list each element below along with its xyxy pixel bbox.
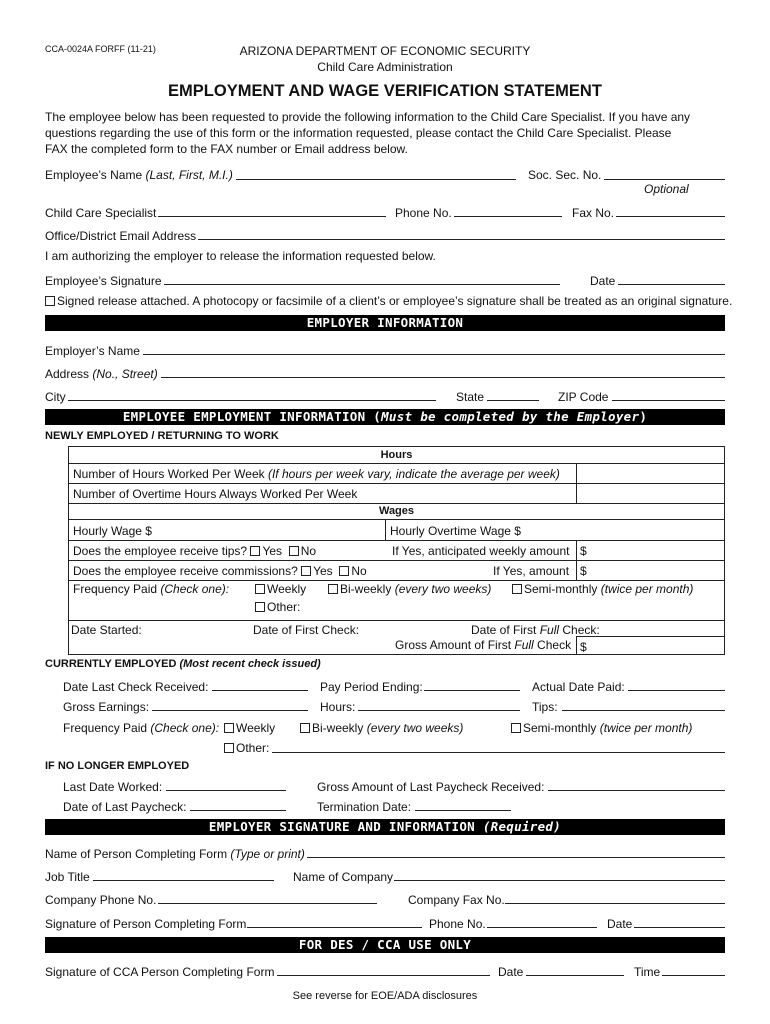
current-other-option: Other:	[224, 741, 269, 755]
page-title: EMPLOYMENT AND WAGE VERIFICATION STATEMENT	[168, 82, 602, 100]
employee-signature-label: Employee’s Signature	[45, 274, 162, 288]
company-name-label: Name of Company	[293, 870, 394, 884]
intro-line-3: FAX the completed form to the FAX number or Email address below.	[45, 142, 408, 156]
cca-time-label: Time	[634, 965, 661, 979]
wages-header: Wages	[378, 505, 415, 517]
specialist-fax-label: Fax No.	[572, 206, 615, 220]
employer-date-field[interactable]	[634, 927, 725, 928]
hours-field[interactable]	[358, 710, 520, 711]
commissions-no-checkbox[interactable]	[339, 566, 349, 576]
freq-weekly-option: Weekly	[255, 582, 306, 596]
date-started-label: Date Started:	[71, 623, 142, 637]
employee-date-field[interactable]	[618, 284, 725, 285]
employer-zip-label: ZIP Code	[558, 390, 609, 404]
specialist-fax-field[interactable]	[616, 216, 725, 217]
currently-employed-label: CURRENTLY EMPLOYED (Most recent check issued)	[45, 658, 321, 670]
frequency-paid-label: Frequency Paid (Check one):	[73, 582, 230, 596]
freq-semimonthly-checkbox[interactable]	[512, 584, 522, 594]
release-attached-row: Signed release attached. A photocopy or facsimile of a client’s or employee’s signature shall be treated as an original signature.	[45, 294, 732, 308]
current-semimonthly-option: Semi-monthly (twice per month)	[511, 721, 692, 735]
last-worked-label: Last Date Worked:	[63, 780, 163, 794]
specialist-phone-field[interactable]	[454, 216, 562, 217]
last-check-field[interactable]	[212, 690, 308, 691]
ssn-label: Soc. Sec. No.	[528, 168, 602, 182]
form-code: CCA-0024A FORFF (11-21)	[45, 44, 156, 54]
termination-date-label: Termination Date:	[317, 800, 412, 814]
current-biweekly-checkbox[interactable]	[300, 723, 310, 733]
cca-date-label: Date	[498, 965, 524, 979]
last-paycheck-date-field[interactable]	[190, 810, 286, 811]
gross-first-full-dollar: $	[580, 640, 587, 654]
employer-city-label: City	[45, 390, 66, 404]
last-check-label: Date Last Check Received:	[63, 680, 209, 694]
ssn-field[interactable]	[604, 179, 725, 180]
employer-phone-field[interactable]	[487, 927, 597, 928]
current-weekly-option: Weekly	[224, 721, 275, 735]
specialist-phone-label: Phone No.	[395, 206, 452, 220]
hourly-wage-label: Hourly Wage $	[73, 524, 152, 538]
employer-name-field[interactable]	[143, 354, 725, 355]
employer-city-field[interactable]	[68, 400, 436, 401]
cca-date-field[interactable]	[526, 975, 624, 976]
employee-date-label: Date	[590, 274, 616, 288]
employee-signature-field[interactable]	[164, 284, 560, 285]
completing-name-field[interactable]	[307, 857, 725, 858]
newly-employed-table	[68, 446, 725, 655]
hourly-overtime-label: Hourly Overtime Wage $	[390, 524, 521, 538]
company-fax-field[interactable]	[505, 903, 725, 904]
freq-other-checkbox[interactable]	[255, 602, 265, 612]
commissions-yes-checkbox[interactable]	[301, 566, 311, 576]
footer-note: See reverse for EOE/ADA disclosures	[292, 990, 478, 1002]
employer-state-label: State	[456, 390, 485, 404]
completing-name-label: Name of Person Completing Form (Type or print)	[45, 847, 305, 861]
specialist-field[interactable]	[158, 216, 386, 217]
gross-earnings-field[interactable]	[152, 710, 308, 711]
commissions-dollar: $	[580, 564, 587, 578]
last-worked-field[interactable]	[166, 790, 286, 791]
current-other-checkbox[interactable]	[224, 743, 234, 753]
freq-weekly-checkbox[interactable]	[255, 584, 265, 594]
actual-date-field[interactable]	[628, 690, 725, 691]
company-name-field[interactable]	[394, 880, 725, 881]
commissions-question-row: Does the employee receive commissions? Yes No	[73, 564, 367, 578]
employer-signature-label: Signature of Person Completing Form	[45, 917, 247, 931]
job-title-field[interactable]	[93, 880, 274, 881]
freq-semimonthly-option: Semi-monthly (twice per month)	[512, 582, 693, 596]
date-first-check-label: Date of First Check:	[253, 623, 360, 637]
last-paycheck-date-label: Date of Last Paycheck:	[63, 800, 187, 814]
division-name: Child Care Administration	[317, 60, 453, 74]
current-frequency-label: Frequency Paid (Check one):	[63, 721, 220, 735]
current-weekly-checkbox[interactable]	[224, 723, 234, 733]
email-field[interactable]	[198, 239, 725, 240]
employer-address-field[interactable]	[161, 377, 725, 378]
company-phone-field[interactable]	[158, 903, 377, 904]
cca-signature-label: Signature of CCA Person Completing Form	[45, 965, 275, 979]
employer-address-label: Address (No., Street)	[45, 367, 158, 381]
email-label: Office/District Email Address	[45, 229, 197, 243]
tips-label: Tips:	[532, 700, 558, 714]
employer-phone-label: Phone No.	[429, 917, 486, 931]
gross-last-paycheck-label: Gross Amount of Last Paycheck Received:	[317, 780, 545, 794]
no-longer-employed-label: IF NO LONGER EMPLOYED	[45, 760, 190, 772]
employee-name-field[interactable]	[236, 179, 516, 180]
cca-signature-field[interactable]	[277, 975, 490, 976]
current-semimonthly-checkbox[interactable]	[511, 723, 521, 733]
current-other-field[interactable]	[272, 752, 725, 753]
date-first-full-check-label: Date of First Full Check:	[471, 623, 600, 637]
authorize-text: I am authorizing the employer to release the information requested below.	[45, 249, 436, 263]
cca-time-field[interactable]	[662, 975, 725, 976]
release-checkbox[interactable]	[45, 296, 55, 306]
intro-line-1: The employee below has been requested to provide the following information to the Child Care Specialist. If you have any	[45, 110, 691, 124]
gross-earnings-label: Gross Earnings:	[63, 700, 150, 714]
actual-date-label: Actual Date Paid:	[532, 680, 625, 694]
tips-amount-label: If Yes, anticipated weekly amount	[392, 544, 570, 558]
freq-biweekly-checkbox[interactable]	[328, 584, 338, 594]
company-phone-label: Company Phone No.	[45, 893, 157, 907]
overtime-hours-label: Number of Overtime Hours Always Worked Per Week	[73, 487, 358, 501]
pay-period-label: Pay Period Ending:	[320, 680, 423, 694]
newly-employed-label: NEWLY EMPLOYED / RETURNING TO WORK	[45, 430, 279, 442]
tips-no-checkbox[interactable]	[289, 546, 299, 556]
agency-name: ARIZONA DEPARTMENT OF ECONOMIC SECURITY	[239, 44, 531, 58]
commissions-amount-label: If Yes, amount	[493, 564, 570, 578]
tips-question-row: Does the employee receive tips? Yes No	[73, 544, 317, 558]
freq-biweekly-option: Bi-weekly (every two weeks)	[328, 582, 491, 596]
tips-dollar: $	[580, 544, 587, 558]
freq-other-option: Other:	[255, 600, 300, 614]
gross-last-paycheck-field[interactable]	[548, 790, 725, 791]
employer-zip-field[interactable]	[612, 400, 725, 401]
tips-yes-checkbox[interactable]	[250, 546, 260, 556]
current-biweekly-option: Bi-weekly (every two weeks)	[300, 721, 463, 735]
company-fax-label: Company Fax No.	[408, 893, 505, 907]
termination-date-field[interactable]	[415, 810, 511, 811]
hours-per-week-label: Number of Hours Worked Per Week (If hours per week vary, indicate the average per week)	[73, 467, 560, 481]
employee-name-label: Employee’s Name (Last, First, M.I.)	[45, 168, 233, 182]
employer-state-field[interactable]	[487, 400, 539, 401]
gross-first-full-check-label: Gross Amount of First Full Check	[395, 638, 572, 652]
employment-info-header: EMPLOYEE EMPLOYMENT INFORMATION (Must be completed by the Employer)	[45, 409, 725, 425]
specialist-label: Child Care Specialist	[45, 206, 157, 220]
tips-field[interactable]	[562, 710, 725, 711]
des-use-header: FOR DES / CCA USE ONLY	[45, 937, 725, 953]
employer-info-header: EMPLOYER INFORMATION	[45, 315, 725, 331]
hours-label: Hours:	[320, 700, 356, 714]
employer-signature-field[interactable]	[247, 927, 422, 928]
pay-period-field[interactable]	[424, 690, 520, 691]
employer-name-label: Employer’s Name	[45, 344, 140, 358]
employer-signature-header: EMPLOYER SIGNATURE AND INFORMATION (Required)	[45, 819, 725, 835]
ssn-optional-note: Optional	[644, 182, 689, 196]
intro-line-2: questions regarding the use of this form or the information requested, please contact the Child Care Specialist. Please	[45, 126, 672, 140]
employer-date-label: Date	[607, 917, 633, 931]
hours-header: Hours	[380, 449, 413, 461]
job-title-label: Job Title	[45, 870, 90, 884]
